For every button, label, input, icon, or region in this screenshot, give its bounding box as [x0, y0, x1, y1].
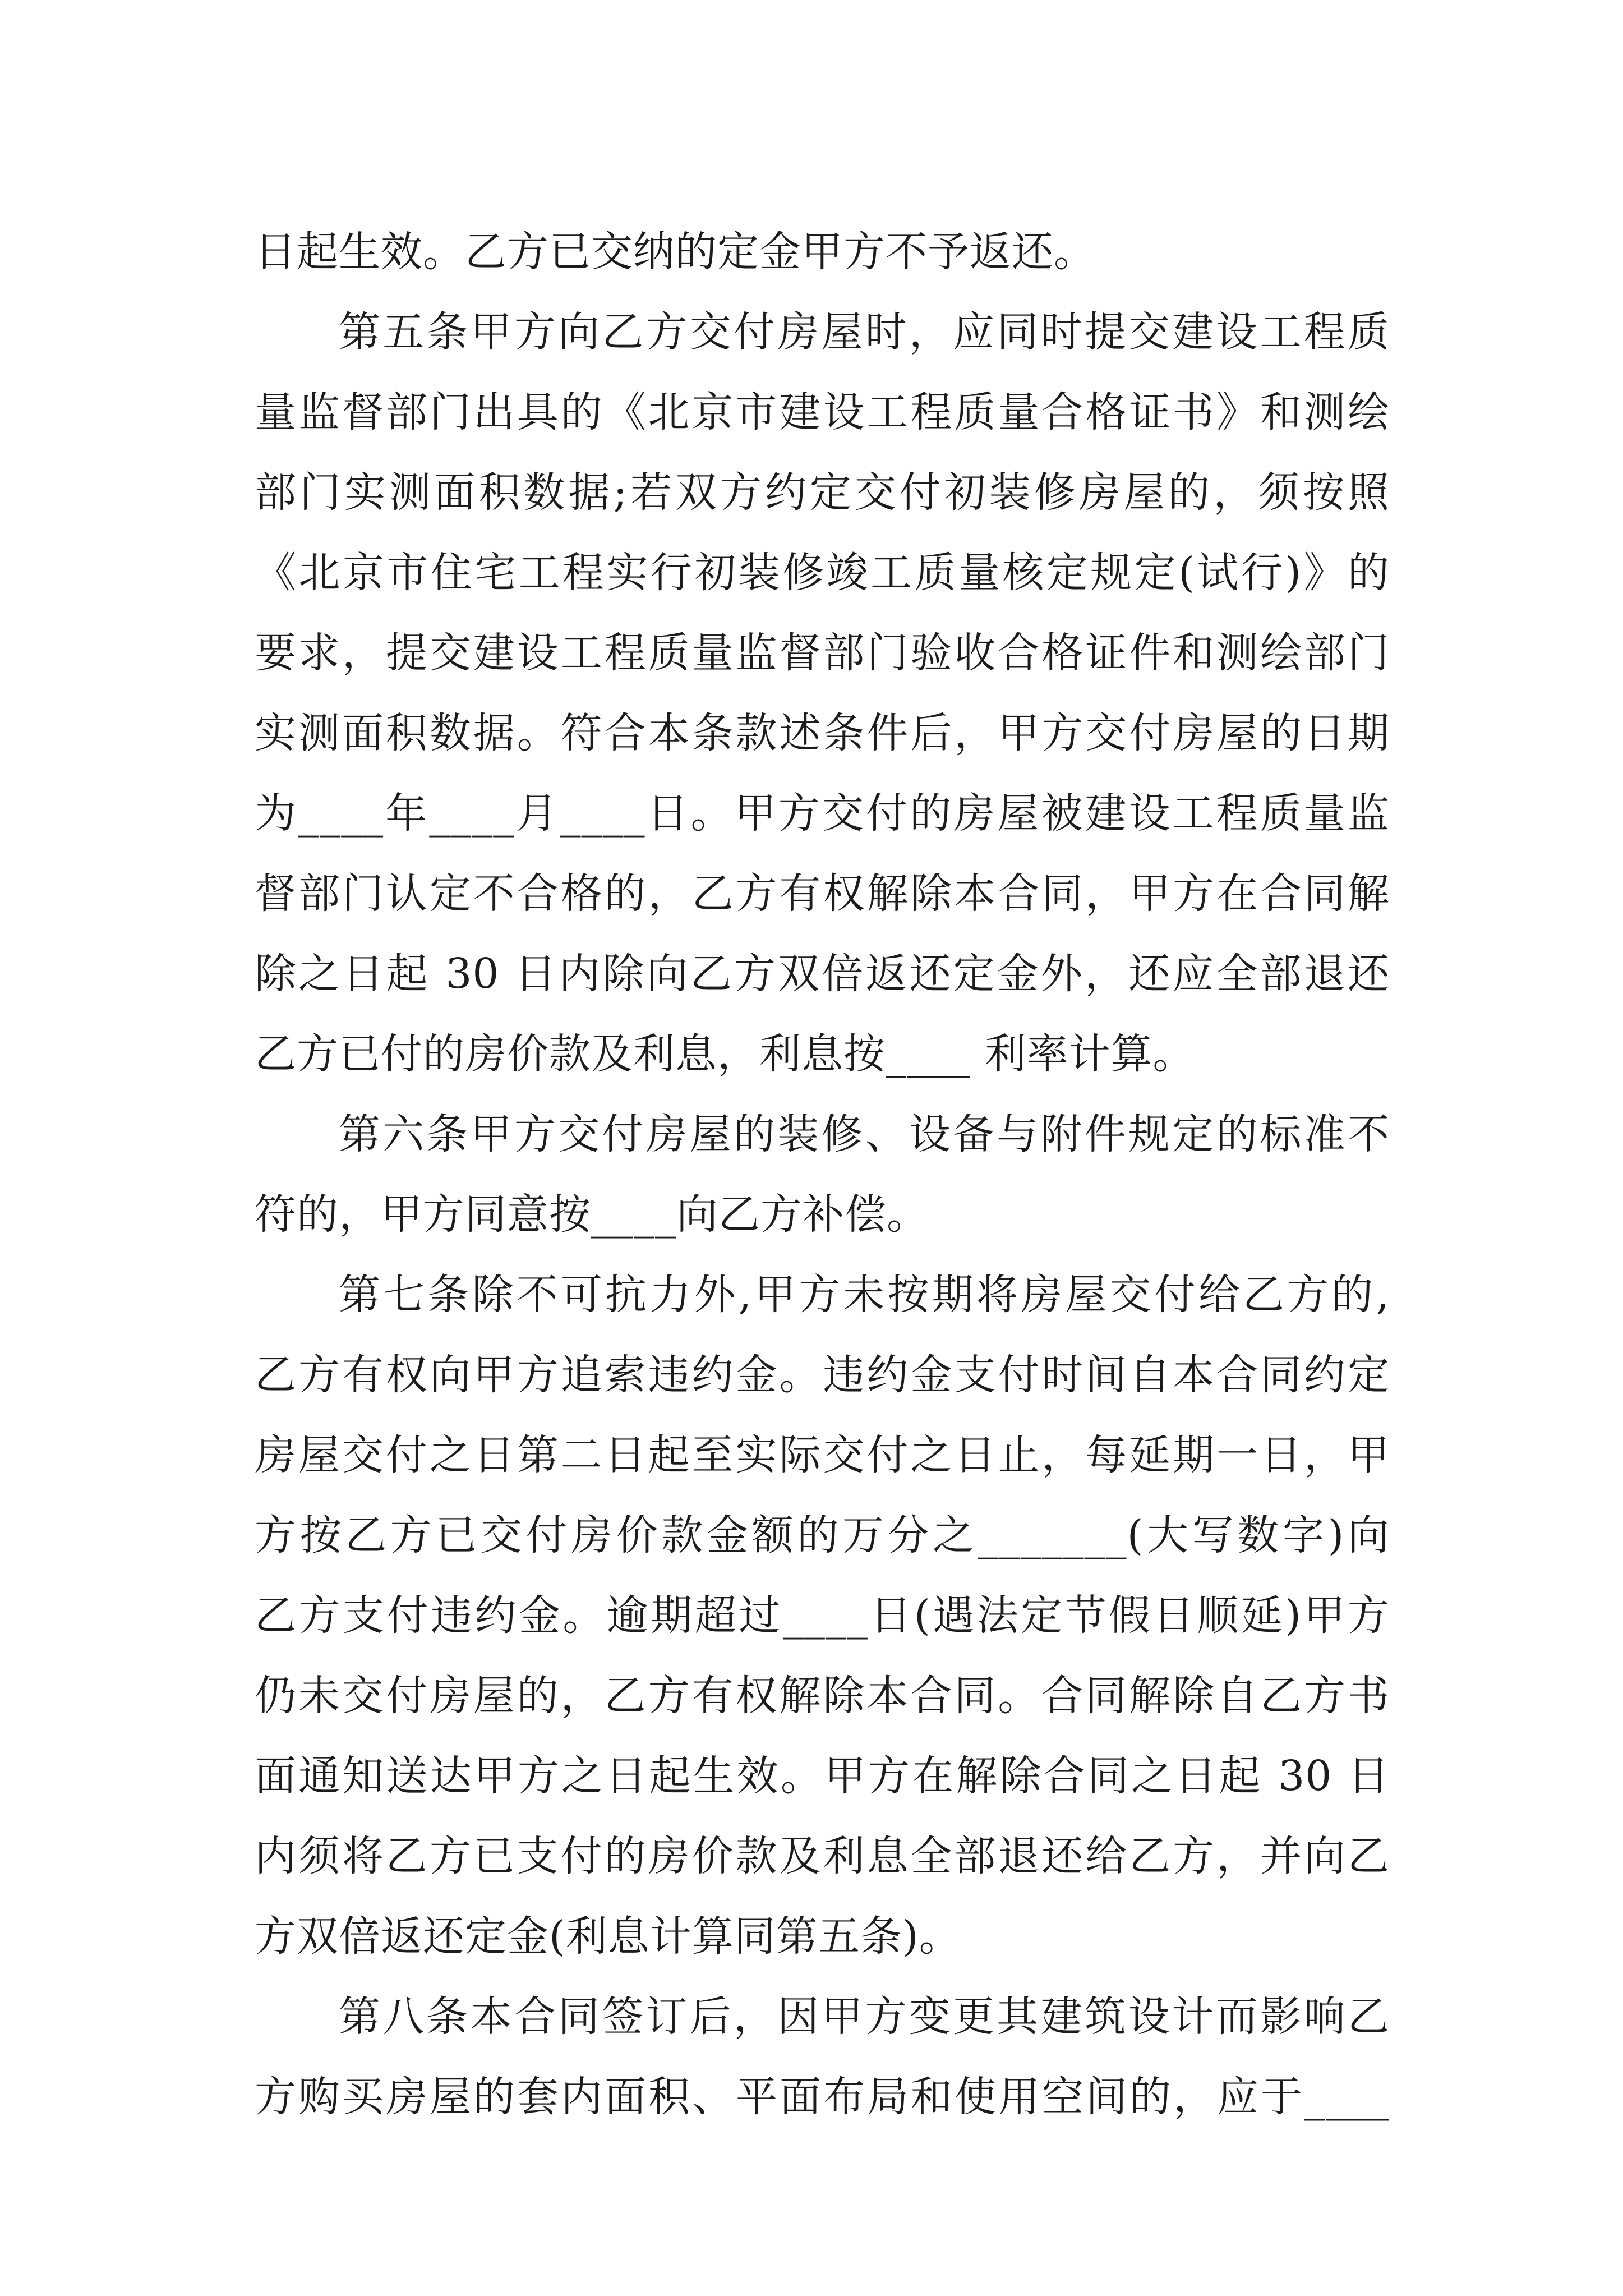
text-line: 方购买房屋的套内面积、平面布局和使用空间的，应于____ — [255, 2073, 1390, 2121]
text-line: 要求，提交建设工程质量监督部门验收合格证件和测绘部门 — [255, 629, 1390, 677]
paragraph-article-5 — [255, 292, 1390, 1094]
text-line: 乙方已付的房价款及利息，利息按____ 利率计算。 — [255, 1030, 1195, 1078]
text-line: 房屋交付之日第二日起至实际交付之日止，每延期一日，甲 — [255, 1431, 1390, 1479]
text-line: 面通知送达甲方之日起生效。甲方在解除合同之日起 30 日 — [255, 1752, 1390, 1800]
text-line: 为____年____月____日。甲方交付的房屋被建设工程质量监 — [255, 789, 1390, 838]
text-line: 符的，甲方同意按____向乙方补偿。 — [255, 1190, 929, 1239]
text-line: 第五条甲方向乙方交付房屋时，应同时提交建设工程质 — [339, 308, 1390, 356]
text-line: 日起生效。乙方已交纳的定金甲方不予返还。 — [255, 228, 1096, 276]
text-line: 乙方支付违约金。逾期超过____日(遇法定节假日顺延)甲方 — [255, 1591, 1390, 1640]
document-body — [255, 212, 1390, 2137]
text-line: 方按乙方已交付房价款金额的万分之_______(大写数字)向 — [255, 1511, 1390, 1559]
paragraph-continuation — [255, 212, 1390, 292]
text-line: 量监督部门出具的《北京市建设工程质量合格证书》和测绘 — [255, 388, 1390, 436]
text-line: 方双倍返还定金(利息计算同第五条)。 — [255, 1912, 961, 1961]
paragraph-article-8 — [255, 1977, 1390, 2137]
text-line: 除之日起 30 日内除向乙方双倍返还定金外，还应全部退还 — [255, 950, 1390, 998]
text-line: 内须将乙方已支付的房价款及利息全部退还给乙方，并向乙 — [255, 1832, 1390, 1880]
paragraph-article-7 — [255, 1255, 1390, 1977]
text-line: 督部门认定不合格的，乙方有权解除本合同，甲方在合同解 — [255, 869, 1390, 918]
text-line: 第六条甲方交付房屋的装修、设备与附件规定的标准不 — [339, 1110, 1390, 1158]
text-line: 第八条本合同签订后，因甲方变更其建筑设计而影响乙 — [339, 1993, 1390, 2041]
text-line: 乙方有权向甲方追索违约金。违约金支付时间自本合同约定 — [255, 1351, 1390, 1399]
text-line: 部门实测面积数据;若双方约定交付初装修房屋的，须按照 — [255, 468, 1390, 517]
text-line: 第七条除不可抗力外,甲方未按期将房屋交付给乙方的, — [339, 1271, 1390, 1319]
text-line: 《北京市住宅工程实行初装修竣工质量核定规定(试行)》的 — [255, 549, 1390, 597]
text-line: 仍未交付房屋的，乙方有权解除本合同。合同解除自乙方书 — [255, 1672, 1390, 1720]
paragraph-article-6 — [255, 1094, 1390, 1255]
text-line: 实测面积数据。符合本条款述条件后，甲方交付房屋的日期 — [255, 709, 1390, 757]
